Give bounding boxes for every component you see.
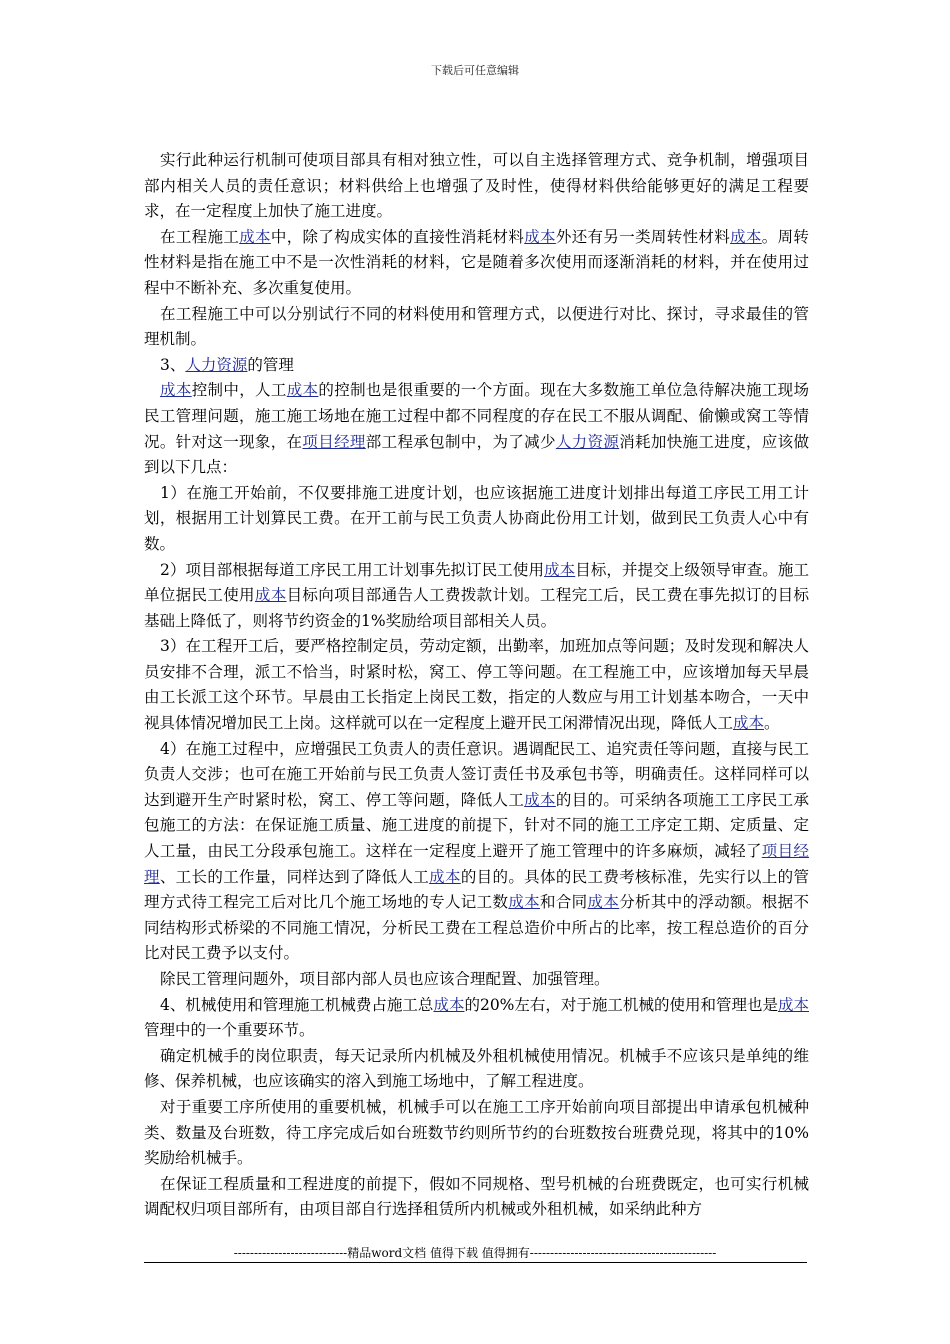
- document-body: [144, 148, 809, 1223]
- hyperlink[interactable]: 成本: [587, 893, 620, 912]
- page-footer: ----------------------------精品word文档 值得下载 值得拥有----------------------------------------------: [233, 1246, 717, 1260]
- paragraph-text: 、工长的工作量，同样达到了降低人工: [159, 867, 430, 886]
- paragraph: [144, 1095, 809, 1172]
- paragraph: [144, 1044, 809, 1095]
- paragraph-text: 外还有另一类周转性材料: [555, 227, 731, 246]
- paragraph-text: 分析其中的浮动额。根据不同结构形式桥梁的不同施工情况，分析民工费在工程总造价中所占的比率，按工程总造价的百分比对民工费予以支付。: [144, 893, 809, 963]
- paragraph-text: 2）项目部根据每道工序民工用工计划事先拟订民工使用: [160, 560, 545, 579]
- paragraph-text: 3、: [160, 355, 186, 374]
- paragraph-text: 和合同: [540, 893, 588, 912]
- hyperlink[interactable]: 成本: [433, 995, 465, 1014]
- hyperlink[interactable]: 项目经理: [302, 432, 366, 451]
- hyperlink[interactable]: 成本: [254, 586, 287, 605]
- paragraph: [144, 481, 809, 558]
- paragraph-text: 控制中，人工: [191, 381, 287, 400]
- paragraph-text: 中，除了构成实体的直接性消耗材料: [270, 227, 525, 246]
- paragraph-text: 。周转性材料是指在施工中不是一次性消耗的材料，它是随着多次使用而逐渐消耗的材料，并在使用过程中不断补充、多次重复使用。: [144, 227, 809, 297]
- hyperlink[interactable]: 人力资源: [185, 355, 248, 374]
- paragraph-text: 在工程施工: [160, 227, 240, 246]
- hyperlink[interactable]: 成本: [730, 227, 762, 246]
- hyperlink[interactable]: 成本: [160, 381, 192, 400]
- paragraph-text: 的20%左右，对于施工机械的使用和管理也是: [464, 995, 778, 1014]
- paragraph: [144, 993, 809, 1044]
- paragraph-text: 的管理: [247, 355, 294, 374]
- paragraph-text: 4、机械使用和管理施工机械费占施工总: [160, 995, 434, 1014]
- paragraph: [144, 353, 809, 379]
- paragraph: [144, 737, 809, 967]
- paragraph-text: 管理中的一个重要环节。: [144, 1021, 315, 1040]
- paragraph-text: 的目的。可采纳各项施工工序民工承包施工的方法：在保证施工质量、施工进度的前提下，针对不同的施工工序定工期、定质量、定人工量，由民工分段承包施工。这样在一定程度上避开了施工管理中的许多麻烦，减轻了: [144, 790, 809, 861]
- hyperlink[interactable]: 成本: [239, 227, 271, 246]
- paragraph-text: 对于重要工序所使用的重要机械，机械手可以在施工工序开始前向项目部提出申请承包机械种类、数量及台班数，待工序完成后如台班数节约则所节约的台班数按台班费兑现，将其中的10%奖励给机械手。: [144, 1097, 809, 1168]
- paragraph: [144, 378, 809, 480]
- hyperlink[interactable]: 成本: [286, 381, 319, 400]
- paragraph-text: 的目的。具体的民工费考核标准，先实行以上的管理方式待工程完工后对比几个施工场地的专人记工数: [144, 867, 809, 912]
- paragraph-text: 在保证工程质量和工程进度的前提下，假如不同规格、型号机械的台班费既定，也可实行机械调配权归项目部所有，由项目部自行选择租赁所内机械或外租机械，如采纳此种方: [144, 1174, 809, 1219]
- paragraph-text: 除民工管理问题外，项目部内部人员也应该合理配置、加强管理。: [160, 970, 610, 988]
- paragraph: [144, 558, 809, 635]
- hyperlink[interactable]: 成本: [524, 790, 556, 809]
- hyperlink[interactable]: 成本: [777, 995, 809, 1014]
- page-header: 下载后可任意编辑: [431, 64, 519, 77]
- hyperlink[interactable]: 项目经理: [144, 842, 809, 886]
- hyperlink[interactable]: 成本: [733, 714, 765, 733]
- paragraph: [144, 634, 809, 736]
- paragraph: [144, 225, 809, 302]
- paragraph-text: 消耗加快施工进度，应该做到以下几点：: [144, 432, 809, 477]
- paragraph-text: 1）在施工开始前，不仅要排施工进度计划，也应该据施工进度计划排出每道工序民工用工计划，根据用工计划算民工费。在开工前与民工负责人协商此份用工计划，做到民工负责人心中有数。: [144, 483, 809, 553]
- paragraph-text: 目标，并提交上级领导审查。施工单位据民工使用: [144, 560, 809, 605]
- hyperlink[interactable]: 成本: [429, 867, 461, 886]
- paragraph: [144, 967, 809, 993]
- hyperlink[interactable]: 成本: [508, 893, 540, 912]
- paragraph-text: 确定机械手的岗位职责，每天记录所内机械及外租机械使用情况。机械手不应该只是单纯的维修、保养机械，也应该确实的溶入到施工场地中，了解工程进度。: [144, 1046, 809, 1091]
- paragraph: [144, 148, 809, 225]
- paragraph-text: 的控制也是很重要的一个方面。现在大多数施工单位急待解决施工现场民工管理问题，施工施工场地在施工过程中都不同程度的存在民工不服从调配、偷懒或窝工等情况。针对这一现象，在: [144, 381, 809, 451]
- paragraph-text: 3）在工程开工后，要严格控制定员，劳动定额，出勤率，加班加点等问题；及时发现和解决人员安排不合理，派工不恰当，时紧时松，窝工、停工等问题。在工程施工中，应该增加每天早晨由工长派工这个环节。早晨由工长指定上岗民工数，指定的人数应与用工计划基本吻合，一天中视具体情况增加民工上岗。这样就可以在一定程度上避开民工闲滞情况出现，降低人工: [144, 637, 809, 733]
- paragraph-text: 目标向项目部通告人工费拨款计划。工程完工后，民工费在事先拟订的目标基础上降低了，则将节约资金的1%奖励给项目部相关人员。: [144, 586, 809, 630]
- paragraph-text: 4）在施工过程中，应增强民工负责人的责任意识。遇调配民工、追究责任等问题，直接与民工负责人交涉；也可在施工开始前与民工负责人签订责任书及承包书等，明确责任。这样同样可以达到避开生产时紧时松，窝工、停工等问题，降低人工: [144, 739, 809, 809]
- hyperlink[interactable]: 人力资源: [555, 432, 620, 451]
- paragraph-text: 实行此种运行机制可使项目部具有相对独立性，可以自主选择管理方式、竞争机制，增强项目部内相关人员的责任意识；材料供给上也增强了及时性，使得材料供给能够更好的满足工程要求，在一定程度上加快了施工进度。: [144, 151, 809, 221]
- paragraph: [144, 1172, 809, 1223]
- paragraph: [144, 302, 809, 353]
- paragraph-text: 部工程承包制中，为了减少: [365, 432, 556, 451]
- paragraph-text: 在工程施工中可以分别试行不同的材料使用和管理方式，以便进行对比、探讨，寻求最佳的管理机制。: [144, 304, 809, 349]
- paragraph-text: 。: [764, 714, 780, 733]
- hyperlink[interactable]: 成本: [544, 560, 576, 579]
- hyperlink[interactable]: 成本: [524, 227, 556, 246]
- footer-divider: [144, 1262, 807, 1263]
